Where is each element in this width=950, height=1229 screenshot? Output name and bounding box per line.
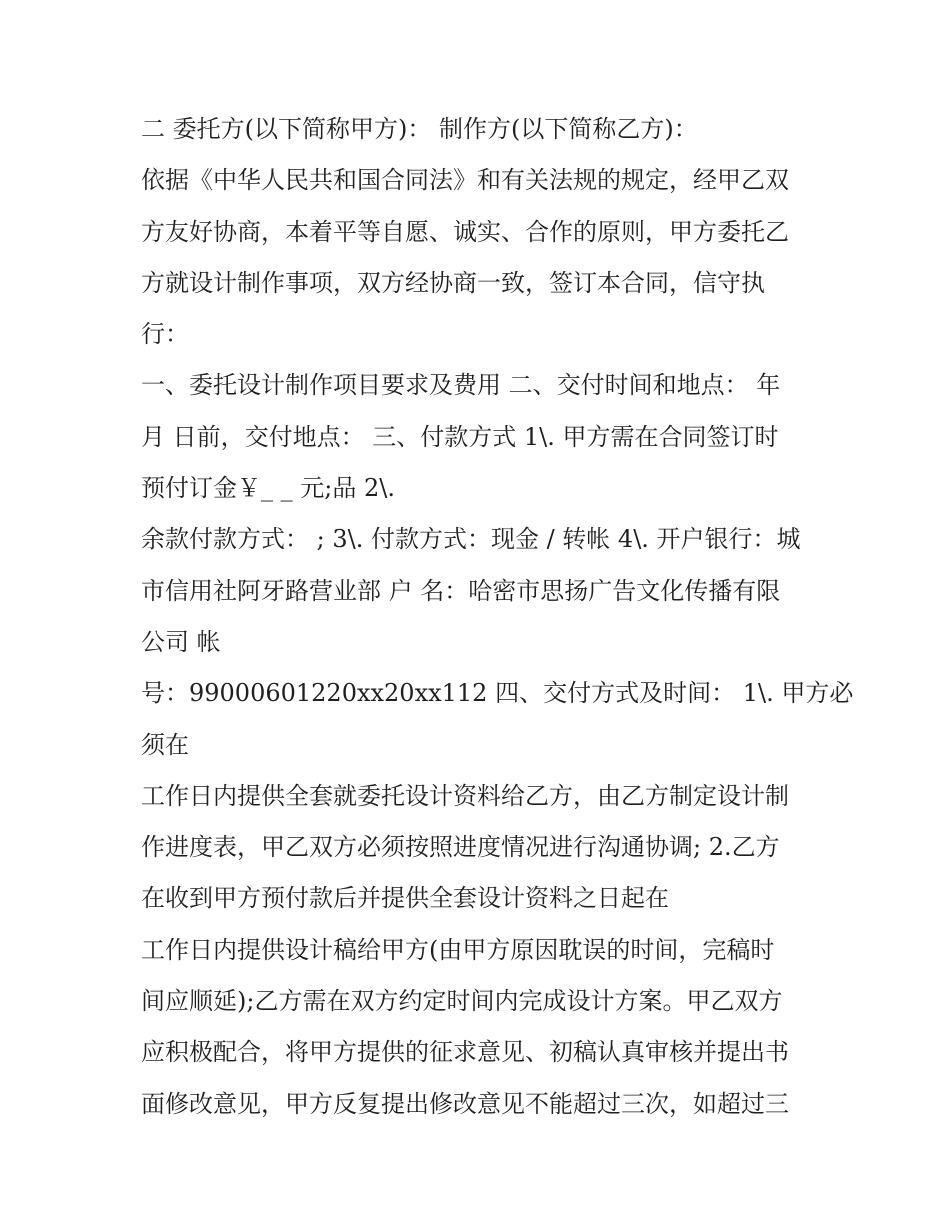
text-line: 市信用社阿牙路营业部 户 名：哈密市思扬广告文化传播有限 [141,576,781,605]
text-line: 行： [141,320,189,349]
text-line: 月 日前，交付地点： 三、付款方式 1\. 甲方需在合同签订时 [141,422,779,451]
text-line: 余款付款方式： ; 3\. 付款方式：现金 / 转帐 4\. 开户银行：城 [141,525,801,554]
text-line: 号：99000601220xx20xx112 四、交付方式及时间： 1\. 甲方必 [141,679,854,708]
document-body [141,104,854,1130]
text-line: 工作日内提供设计稿给甲方(由甲方原因耽误的时间，完稿时 [141,935,775,964]
text-line: 二 委托方(以下简称甲方)： 制作方(以下简称乙方)： [141,115,698,143]
text-line: 预付订金￥_ _ 元;品 2\. [141,474,395,503]
text-line: 工作日内提供全套就委托设计资料给乙方，由乙方制定设计制 [141,781,789,810]
text-line: 一、委托设计制作项目要求及费用 二、交付时间和地点： 年 [141,371,781,400]
text-line: 依据《中华人民共和国合同法》和有关法规的规定，经甲乙双 [141,166,789,195]
text-line: 间应顺延);乙方需在双方约定时间内完成设计方案。甲乙双方 [141,987,783,1016]
text-line: 在收到甲方预付款后并提供全套设计资料之日起在 [141,884,669,913]
text-line: 方就设计制作事项，双方经协商一致，签订本合同，信守执 [141,268,765,297]
text-line: 应积极配合，将甲方提供的征求意见、初稿认真审核并提出书 [141,1038,789,1067]
text-line: 须在 [141,730,189,759]
text-line: 方友好协商，本着平等自愿、诚实、合作的原则，甲方委托乙 [141,217,789,246]
text-line: 公司 帐 [141,627,221,656]
text-line: 作进度表，甲乙双方必须按照进度情况进行沟通协调; 2.乙方 [141,833,780,862]
text-line: 面修改意见，甲方反复提出修改意见不能超过三次，如超过三 [141,1089,789,1118]
